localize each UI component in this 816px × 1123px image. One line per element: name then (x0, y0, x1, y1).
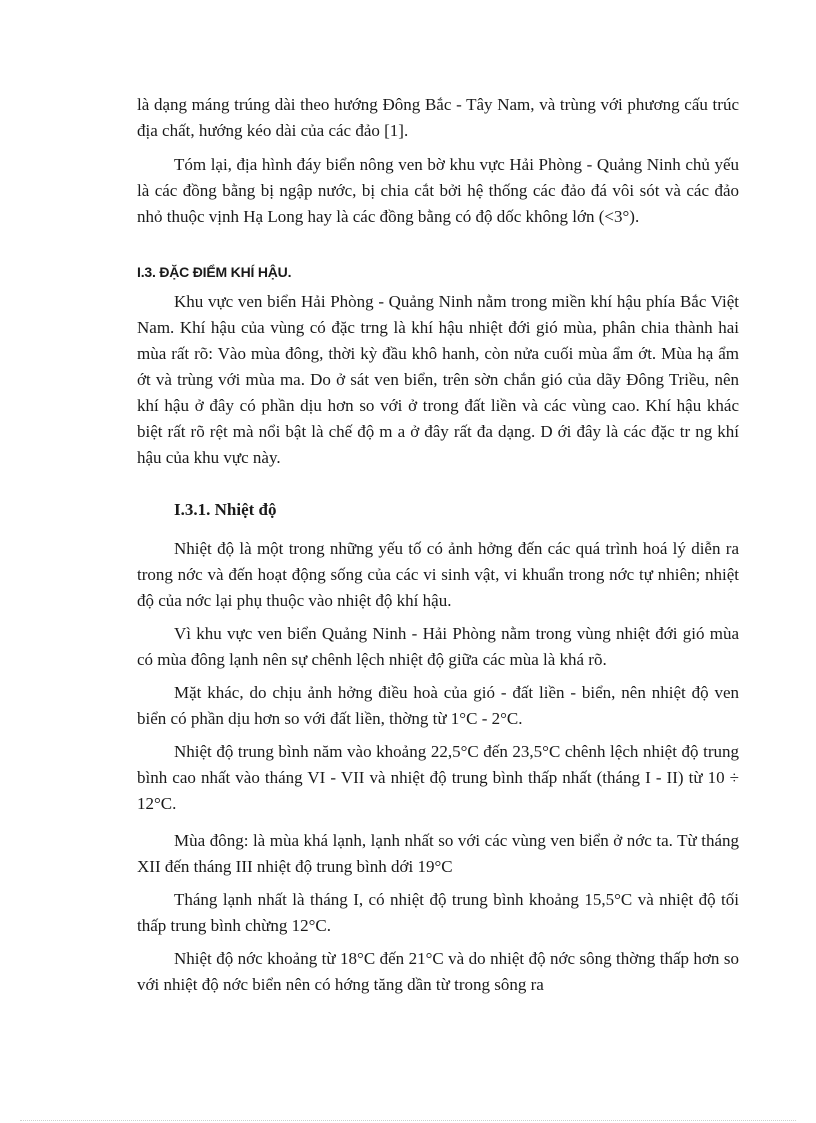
paragraph-winter (137, 828, 739, 880)
paragraph-monsoon-zone: Vì khu vực ven biển Quảng Ninh - Hải Phòng nằm trong vùng nhiệt đới gió mùa có mùa đông lạnh nên sự chênh lệch nhiệt độ giữa các mùa là khá rõ. (137, 624, 739, 669)
paragraph-coldest-month (137, 887, 739, 939)
paragraph-seasonal-difference (137, 621, 739, 673)
paragraph-winter-cold: Mùa đông: là mùa khá lạnh, lạnh nhất so với các vùng ven biển ở nớc ta. Từ tháng XII đến tháng III nhiệt độ trung bình dới 19°C (137, 831, 739, 876)
paragraph-climate-characteristics: Khu vực ven biển Hải Phòng - Quảng Ninh nằm trong miền khí hậu phía Bắc Việt Nam. Khí hậu của vùng có đặc trng là khí hậu nhiệt đới gió mùa, phân chia thành hai mùa rất rõ: Vào mùa đông, thời kỳ đầu khô hanh, còn nửa cuối mùa ẩm ớt. Mùa hạ ẩm ớt và trùng với mùa ma. Do ở sát ven biển, trên sờn chắn gió của dãy Đông Triều, nên khí hậu ở đây có phần dịu hơn so với ở trong đất liền và các vùng cao. Khí hậu khác biệt rất rõ rệt mà nổi bật là chế độ m a ở đây rất đa dạng. D ới đây là các đặc tr ng khí hậu của khu vực này. (137, 292, 739, 467)
paragraph-climate-overview (137, 289, 739, 471)
paragraph-seafloor-trough: là dạng máng trúng dài theo hướng Đông Bắc - Tây Nam, và trùng với phương cấu trúc địa chất, hướng kéo dài của các đảo [1]. (137, 95, 739, 140)
subsection-heading-temperature: I.3.1. Nhiệt độ (174, 500, 277, 519)
paragraph-seafloor-summary: Tóm lại, địa hình đáy biển nông ven bờ khu vực Hải Phòng - Quảng Ninh chủ yếu là các đồng bằng bị ngập nước, bị chia cắt bởi hệ thống các đảo đá vôi sót và các đảo nhỏ thuộc vịnh Hạ Long hay là các đồng bằng có độ dốc không lớn (<3°). (137, 155, 739, 226)
paragraph-continuation (137, 92, 739, 144)
paragraph-annual-average (137, 739, 739, 817)
paragraph-temperature-role (137, 536, 739, 614)
paragraph-temperature-factors: Nhiệt độ là một trong những yếu tố có ảnh hởng đến các quá trình hoá lý diễn ra trong nớc và đến hoạt động sống của các vi sinh vật, vi khuẩn trong nớc tự nhiên; nhiệt độ của nớc lại phụ thuộc vào nhiệt độ khí hậu. (137, 539, 739, 610)
paragraph-water-temperature (137, 946, 739, 998)
paragraph-summary (137, 152, 739, 230)
section-heading-climate: I.3. ĐẶC ĐIỂM KHÍ HẬU. (137, 264, 292, 280)
paragraph-coastal-mild (137, 680, 739, 732)
paragraph-january: Tháng lạnh nhất là tháng I, có nhiệt độ trung bình khoảng 15,5°C và nhiệt độ tối thấp trung bình chừng 12°C. (137, 890, 739, 935)
paragraph-land-sea-wind: Mặt khác, do chịu ảnh hởng điều hoà của gió - đất liền - biển, nên nhiệt độ ven biển có phần dịu hơn so với đất liền, thờng từ 1°C - 2°C. (137, 683, 739, 728)
paragraph-annual-temperature: Nhiệt độ trung bình năm vào khoảng 22,5°C đến 23,5°C chênh lệch nhiệt độ trung bình cao nhất vào tháng VI - VII và nhiệt độ trung bình thấp nhất (tháng I - II) từ 10 ÷ 12°C. (137, 742, 739, 813)
page-bottom-divider (20, 1120, 796, 1121)
paragraph-river-sea-water: Nhiệt độ nớc khoảng từ 18°C đến 21°C và do nhiệt độ nớc sông thờng thấp hơn so với nhiệt độ nớc biển nên có hớng tăng dần từ trong sông ra (137, 949, 739, 994)
